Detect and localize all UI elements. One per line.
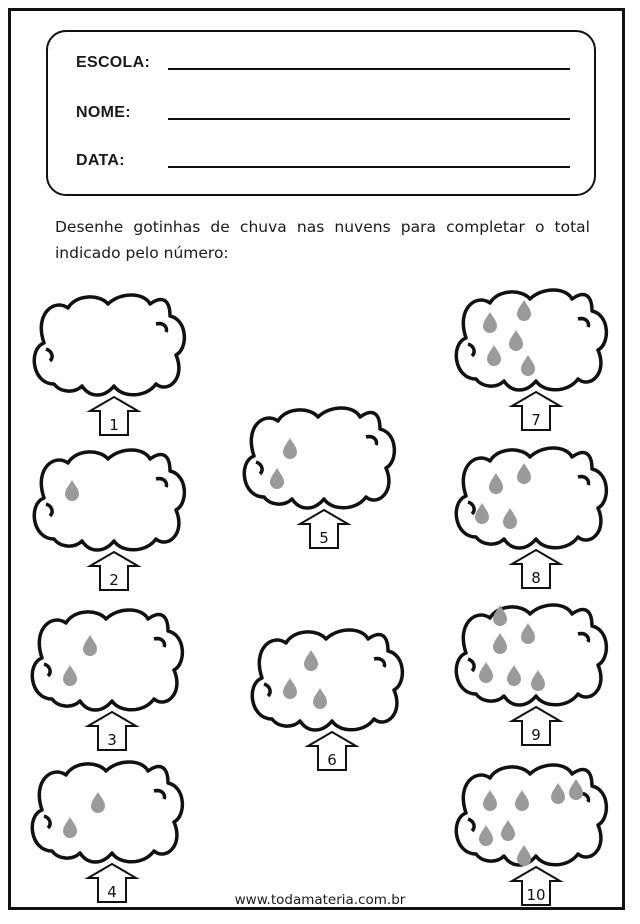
cloud-item-1 [34, 295, 184, 435]
cloud-number-label: 4 [107, 883, 117, 901]
cloud-drawing-area[interactable] [34, 450, 184, 550]
cloud-number-label: 1 [109, 416, 119, 434]
footer-url: www.todamateria.com.br [234, 892, 406, 908]
cloud-drawing-area[interactable] [456, 448, 606, 548]
cloud-number-label: 10 [526, 886, 546, 904]
instruction-text: Desenhe gotinhas de chuva nas nuvens para completar o total indicado pelo número: [55, 218, 590, 262]
cloud-drawing-area[interactable] [244, 408, 394, 508]
cloud-drawing-area[interactable] [34, 295, 184, 395]
date-label: DATA: [76, 152, 125, 169]
cloud-item-7 [456, 290, 606, 430]
cloud-number-label: 7 [531, 411, 541, 429]
cloud-drawing-area[interactable] [456, 605, 606, 705]
cloud-item-4 [32, 762, 182, 902]
cloud-drawing-area[interactable] [456, 765, 606, 865]
cloud-number-label: 8 [531, 569, 541, 587]
name-label: NOME: [76, 104, 131, 121]
cloud-item-5 [244, 408, 394, 548]
cloud-number-label: 6 [327, 751, 337, 769]
cloud-drawing-area[interactable] [252, 630, 402, 730]
cloud-item-6 [252, 630, 402, 770]
cloud-number-label: 3 [107, 731, 117, 749]
cloud-item-2 [34, 450, 184, 590]
cloud-item-3 [32, 610, 182, 750]
cloud-number-label: 5 [319, 529, 329, 547]
cloud-number-label: 9 [531, 726, 541, 744]
cloud-drawing-area[interactable] [32, 762, 182, 862]
cloud-item-9 [456, 605, 606, 745]
cloud-item-10 [456, 765, 606, 905]
cloud-drawing-area[interactable] [32, 610, 182, 710]
school-label: ESCOLA: [76, 54, 151, 71]
cloud-number-label: 2 [109, 571, 119, 589]
cloud-item-8 [456, 448, 606, 588]
